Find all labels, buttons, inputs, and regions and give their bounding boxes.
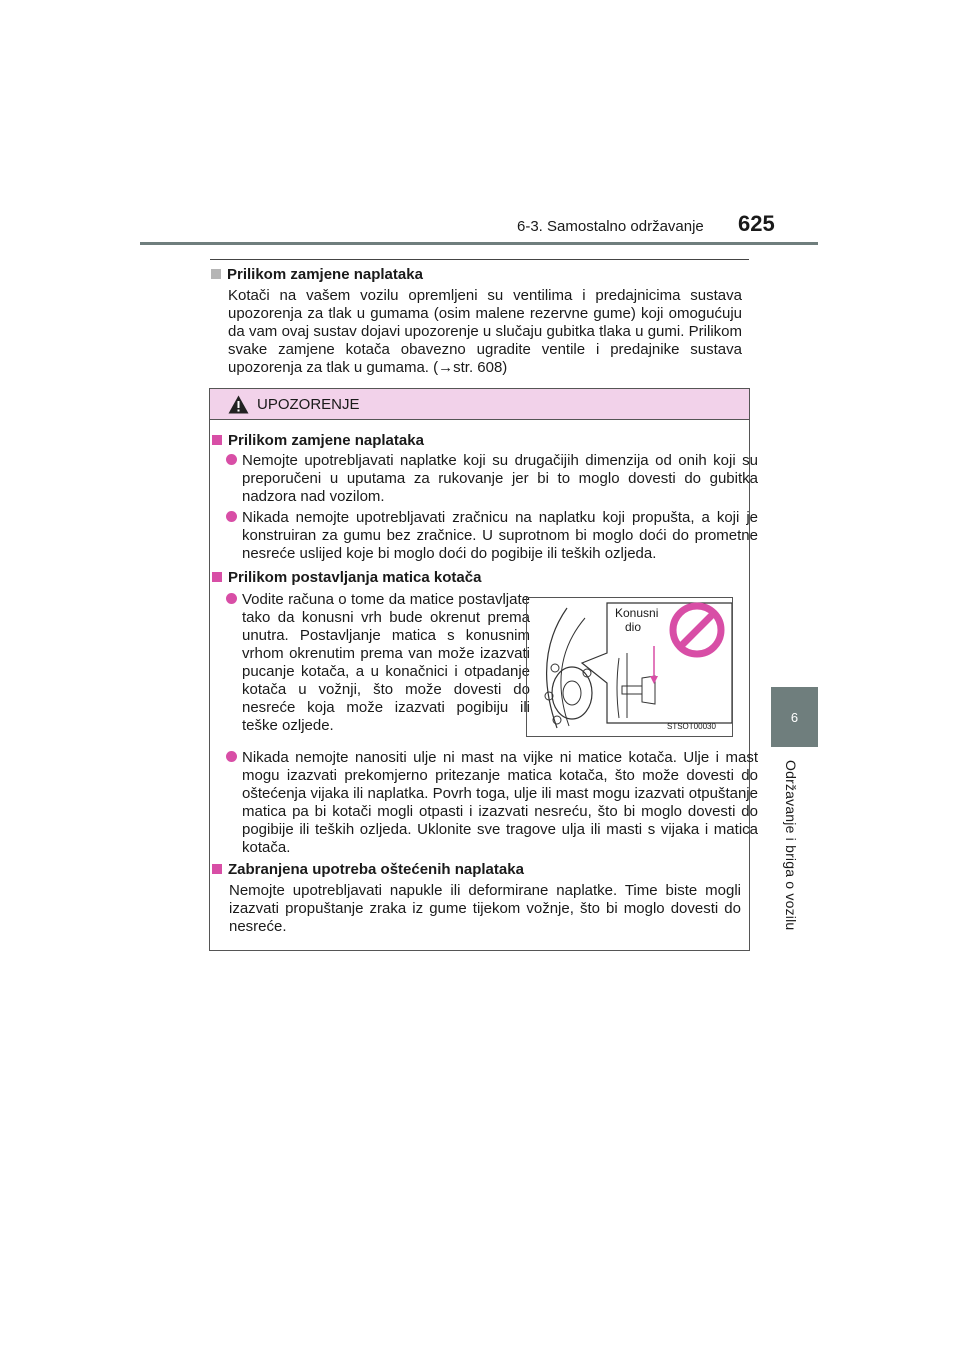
wheel-nut-illustration	[526, 597, 733, 737]
section-title: 6-3. Samostalno održavanje	[517, 218, 704, 235]
warning-box	[209, 388, 758, 951]
header-rule	[140, 242, 818, 245]
warning-header	[210, 389, 749, 420]
warning-triangle-icon	[228, 395, 249, 414]
bullet-dot-icon	[226, 454, 237, 465]
list-item: Nemojte upotrebljavati naplatke koji su drugačijih dimenzija od onih koji su preporučeni u uputama za rukovanje jer bi to moglo dovesti do gubitka nadzora nad vozilom.	[226, 452, 758, 506]
warning-heading-3: Zabranjena upotreba oštećenih naplataka	[212, 861, 524, 878]
warning-text-3: Nemojte upotrebljavati napukle ili deformirane naplatke. Time biste mogli izazvati propuštanje zraka iz gume tijekom vožnje, što bi moglo dovesti do nesreće.	[229, 882, 741, 935]
bullet-dot-icon	[226, 511, 237, 522]
square-bullet-icon	[212, 435, 222, 445]
figure-code: STSOT00030	[667, 722, 716, 731]
chapter-number: 6	[790, 710, 799, 725]
list-item: Vodite računa o tome da matice postavljate tako da konusni vrh bude okrenut prema unutra. Postavljanje matica s konusnim vrhom okrenutim prema van može izazvati pucanje kotača, a u konačnici i otpadanje kotača u vožnji, što može dovesti do nesreće koja može izazvati pogibiju ili teške ozljede.	[226, 591, 530, 735]
section-divider	[210, 259, 749, 260]
square-bullet-icon	[212, 864, 222, 874]
intro-text: Kotači na vašem vozilu opremljeni su ventilima i predajnicima sustava upozorenja za tlak u gumama (osim malene rezervne gume) koji omogućuju da vam ovaj sustav dojavi upozorenje u slučaju gubitka tlaka u gumi. Prilikom svake zamjene kotača obavezno ugradite ventile i predajnike sustava upozorenja za tlak u gumama. (→str. 608)	[228, 287, 742, 376]
list-item: Nikada nemojte nanositi ulje ni mast na vijke ni matice kotača. Ulje i mast mogu izazvati prekomjerno pritezanje matica kotača, što može dovesti do oštećenja vijaka ili naplatka. Povrh toga, ulje ili mast mogu izazvati otpuštanje matica pa bi kotači mogli otpasti i izazvati nesreću, što bi moglo dovesti do pogibije ili teških ozljeda. Uklonite sve tragove ulja ili masti s vijaka i matica kotača.	[226, 749, 758, 857]
square-bullet-icon	[211, 269, 221, 279]
square-bullet-icon	[212, 572, 222, 582]
bullet-dot-icon	[226, 751, 237, 762]
warning-heading-1: Prilikom zamjene naplataka	[212, 432, 424, 449]
figure-label: Konusni dio	[615, 606, 659, 634]
list-item: Nikada nemojte upotrebljavati zračnicu na naplatku koji propušta, a koji je konstruiran za gumu bez zračnice. U suprotnom bi moglo doći do prometne nesreće uslijed koje bi moglo doći do pogibije ili teških ozljeda.	[226, 509, 758, 563]
bullet-dot-icon	[226, 593, 237, 604]
chapter-title: Održavanje i briga o vozilu	[783, 760, 799, 931]
warning-title: UPOZORENJE	[257, 396, 360, 413]
warning-heading-2: Prilikom postavljanja matica kotača	[212, 569, 481, 586]
intro-heading: Prilikom zamjene naplataka	[211, 266, 423, 283]
page-number: 625	[738, 211, 775, 236]
